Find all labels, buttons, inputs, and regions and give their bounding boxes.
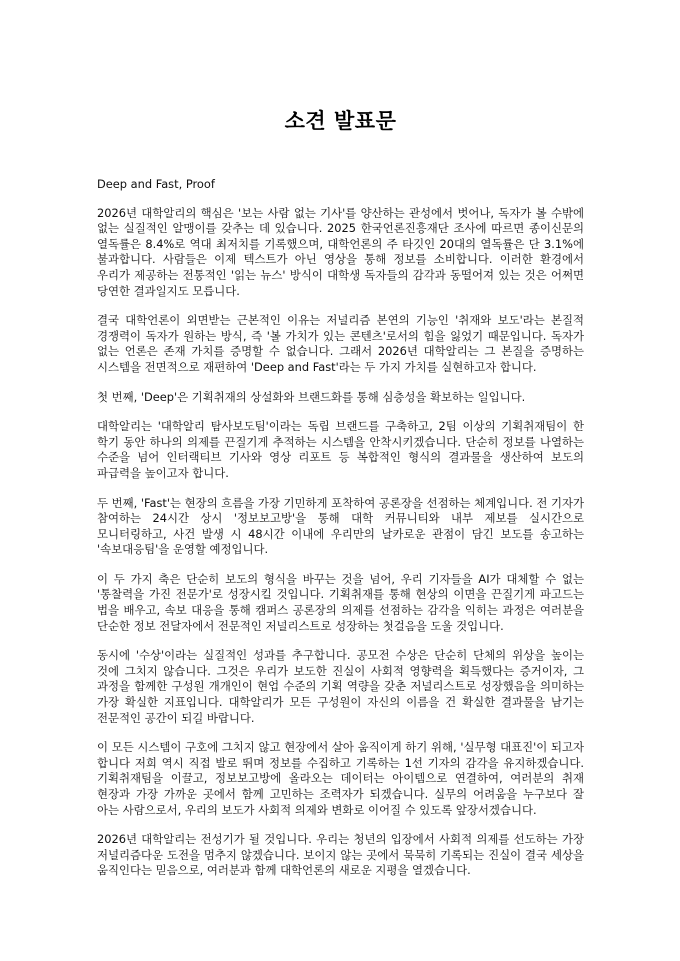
paragraph-6: 이 두 가지 축은 단순히 보도의 형식을 바꾸는 것을 넘어, 우리 기자들을 AI가 대체할 수 없는 '통찰력을 가진 전문가'로 성장시킬 것입니다. 기획취재를 통해 현상의 이면을 끈질기게 파고드는 법을 배우고, 속보 대응을 통해 캠퍼스 공론장의 의제를 선점하는 감각을 익히는 과정은 여러분을 단순한 정보 전달자에서 전문적인 저널리스트로 성장하는 첫걸음을 도울 것입니다. <box>97 571 584 633</box>
paragraph-2: 결국 대학언론이 외면받는 근본적인 이유는 저널리즘 본연의 기능인 '취재와 보도'라는 본질적 경쟁력이 독자가 원하는 방식, 즉 '볼 가치가 있는 콘텐츠'로서의 힘을 잃었기 때문입니다. 독자가 없는 언론은 존재 가치를 증명할 수 없습니다. 그래서 2026년 대학알리는 그 본질을 증명하는 시스템을 전면적으로 재편하여 'Deep and Fast'라는 두 가지 가치를 실현하고자 합니다. <box>97 313 584 374</box>
paragraph-9: 2026년 대학알리는 전성기가 될 것입니다. 우리는 청년의 입장에서 사회적 의제를 선도하는 가장 저널리즘다운 도전을 멈추지 않겠습니다. 보이지 않는 곳에서 묵묵히 기록되는 진실이 결국 세상을 움직인다는 믿음으로, 여러분과 함께 대학언론의 새로운 지평을 열겠습니다. <box>97 832 584 878</box>
document-title: 소견 발표문 <box>284 109 397 133</box>
paragraph-1: 2026년 대학알리의 핵심은 '보는 사람 없는 기사'를 양산하는 관성에서 벗어나, 독자가 볼 수밖에 없는 실질적인 알맹이를 갖추는 데 있습니다. 2025 한국언론진흥재단 조사에 따르면 종이신문의 열독률은 8.4%로 역대 최저치를 기록했으며, 대학언론의 주 타깃인 20대의 열독률은 단 3.1%에 불과합니다. 사람들은 이제 텍스트가 아닌 영상을 통해 정보를 소비합니다. 이러한 환경에서 우리가 제공하는 전통적인 '읽는 뉴스' 방식이 대학생 독자들의 감각과 동떨어져 있는 것은 어쩌면 당연한 결과일지도 모릅니다. <box>97 205 584 298</box>
paragraph-3: 첫 번째, 'Deep'은 기획취재의 상설화와 브랜드화를 통해 심층성을 확보하는 일입니다. <box>97 389 526 404</box>
paragraph-7: 동시에 '수상'이라는 실질적인 성과를 추구합니다. 공모전 수상은 단순히 단체의 위상을 높이는 것에 그치지 않습니다. 그것은 우리가 보도한 진실이 사회적 영향력을 획득했다는 증거이자, 그 과정을 함께한 구성원 개개인이 현업 수준의 기획 역량을 갖춘 저널리스트로 성장했음을 의미하는 가장 확실한 지표입니다. 대학알리가 모든 구성원이 자신의 이름을 건 확실한 결과물을 남기는 전문적인 공간이 되길 바랍니다. <box>97 648 584 725</box>
paragraph-4: 대학알리는 '대학알리 탐사보도팀'이라는 독립 브랜드를 구축하고, 2팀 이상의 기획취재팀이 한 학기 동안 하나의 의제를 끈질기게 추적하는 시스템을 안착시키겠습니다. 단순히 정보를 나열하는 수준을 넘어 인터랙티브 기사와 영상 리포트 등 복합적인 형식의 결과물을 생산하여 보도의 파급력을 높이고자 합니다. <box>97 419 584 480</box>
document-subtitle: Deep and Fast, Proof <box>97 177 215 191</box>
paragraph-5: 두 번째, 'Fast'는 현장의 흐름을 가장 기민하게 포착하여 공론장을 선점하는 체계입니다. 전 기자가 참여하는 24시간 상시 '정보보고방'을 통해 대학 커뮤니티와 내부 제보를 실시간으로 모니터링하고, 사건 발생 시 48시간 이내에 우리만의 날카로운 관점이 담긴 보도를 송고하는 '속보대응팀'을 운영할 예정입니다. <box>97 495 584 557</box>
paragraph-8: 이 모든 시스템이 구호에 그치지 않고 현장에서 살아 움직이게 하기 위해, '실무형 대표진'이 되고자 합니다 저희 역시 직접 발로 뛰며 정보를 수집하고 기록하는 1선 기자의 감각을 유지하겠습니다. 기획취재팀을 이끌고, 정보보고방에 올라오는 데이터는 아이템으로 연결하여, 여러분의 취재 현장과 가장 가까운 곳에서 함께 고민하는 조력자가 되겠습니다. 실무의 어려움을 누구보다 잘 아는 사람으로서, 우리의 보도가 사회적 의제와 변화로 이어질 수 있도록 앞장서겠습니다. <box>97 740 584 817</box>
